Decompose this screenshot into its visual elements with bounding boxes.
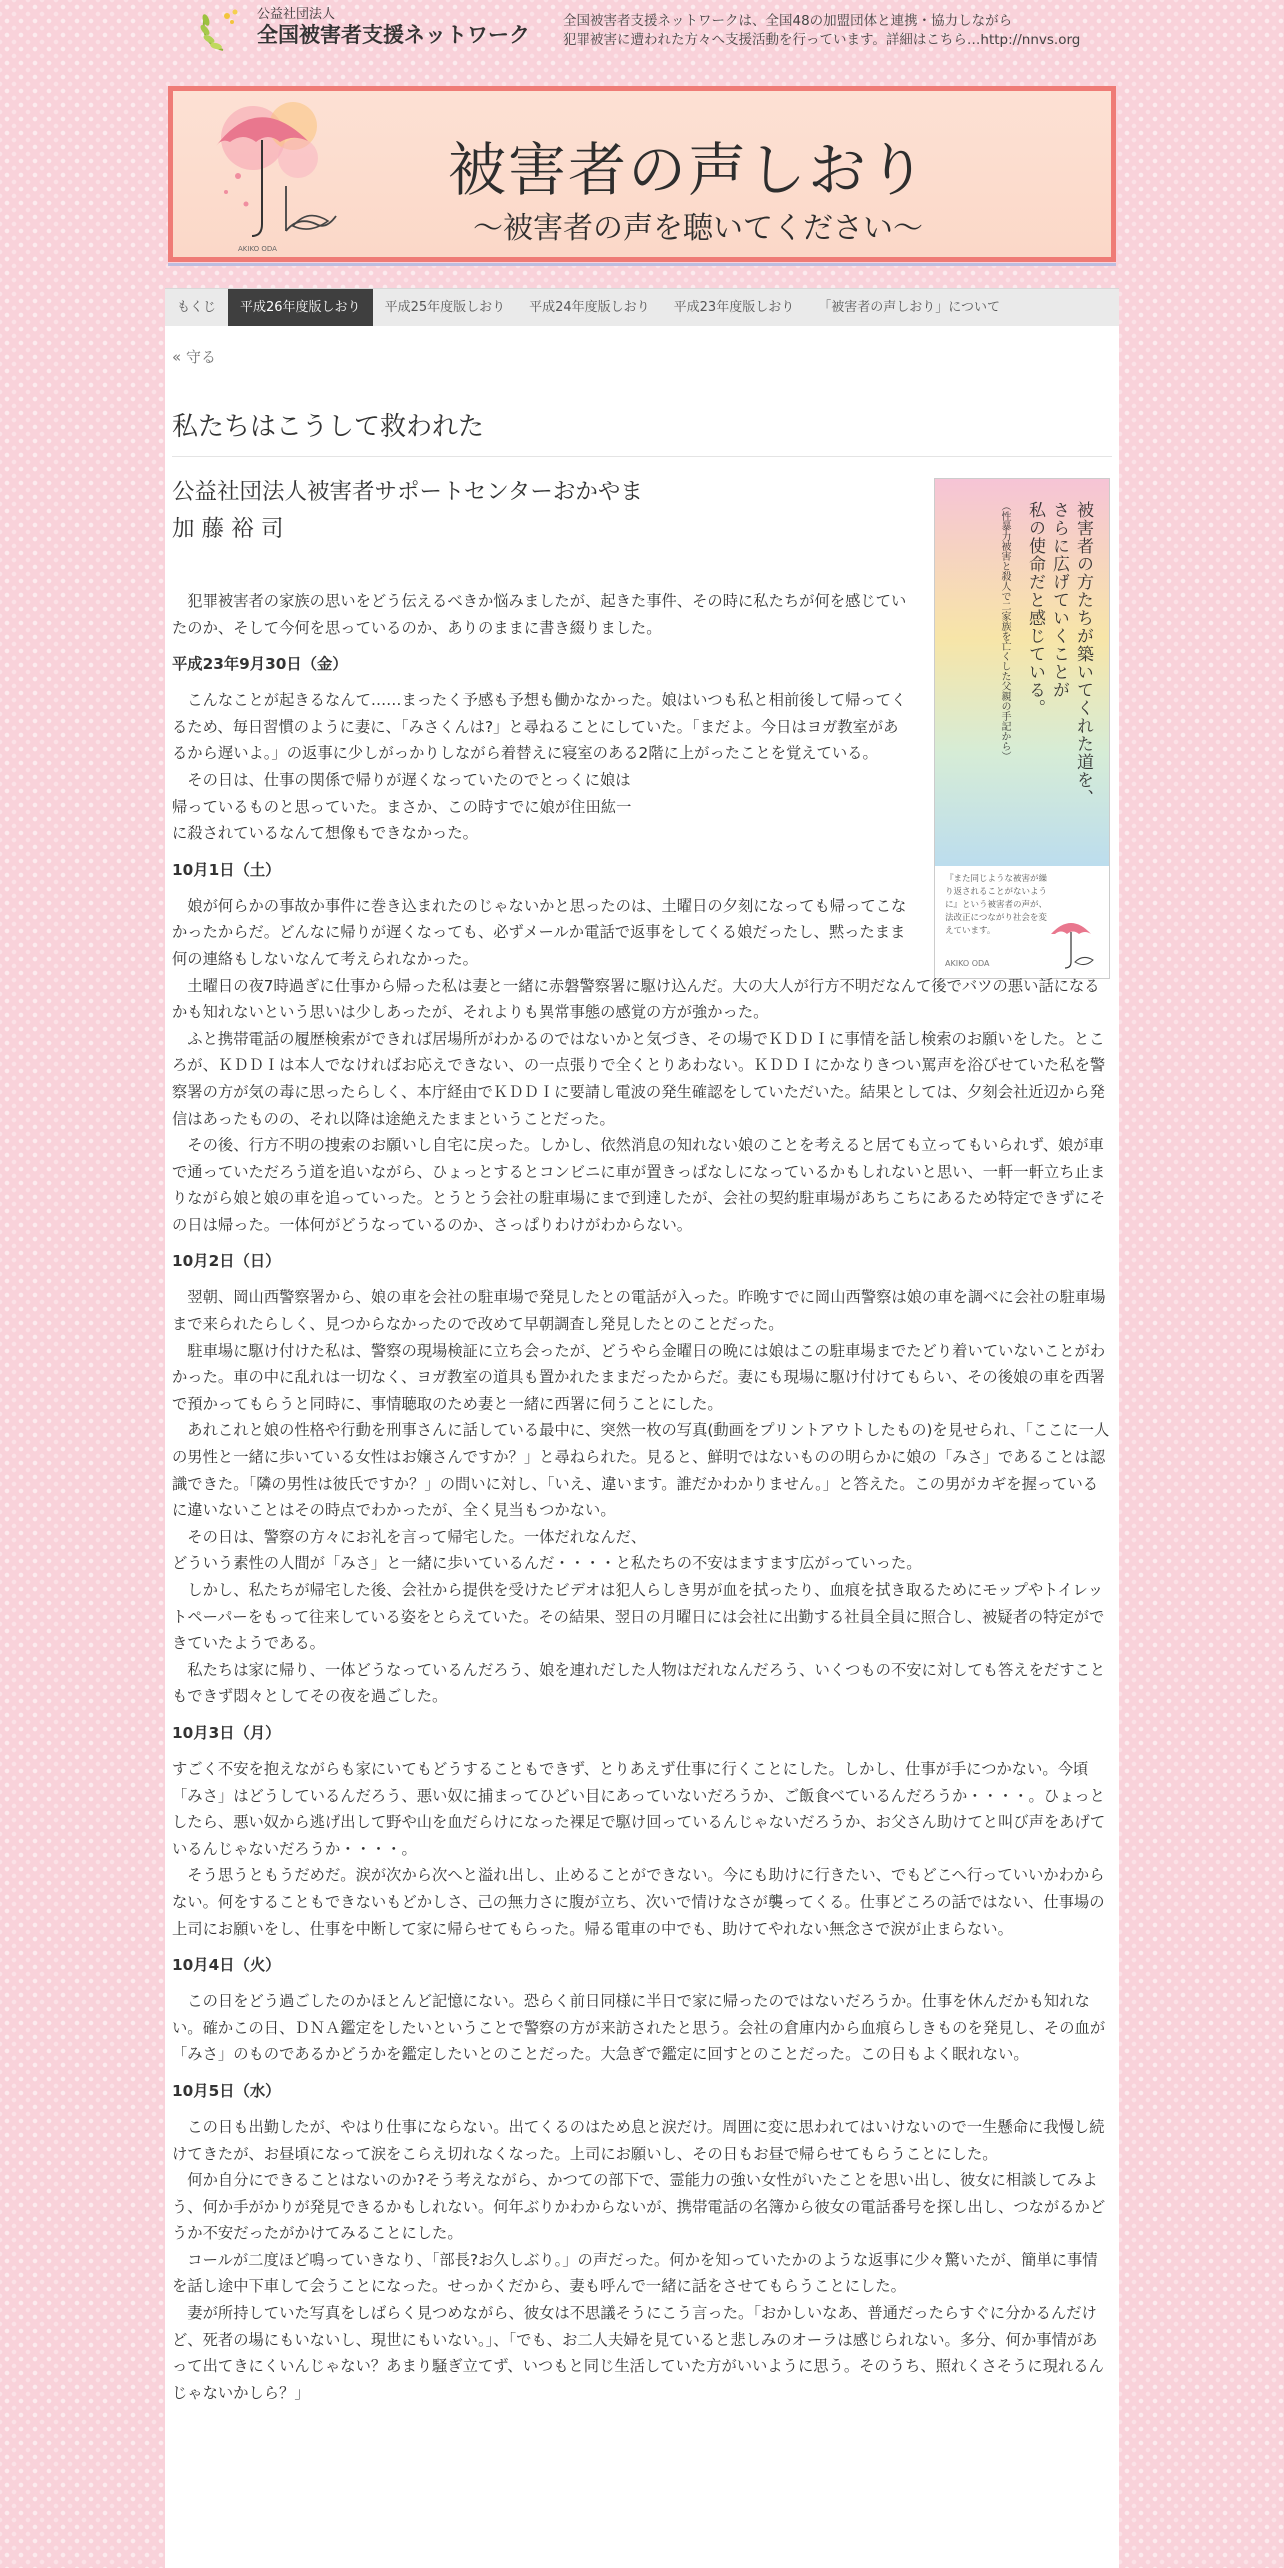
logo-small-text: 公益社団法人 [257, 7, 336, 23]
nav-item-contents[interactable]: もくじ [177, 300, 217, 315]
intro-paragraph: 犯罪被害者の家族の思いをどう伝えるべきか悩みましたが、起きた事件、その時に私たちが何を感じていたのか、そして今何を思っているのか、ありのままに書き綴りました。 [172, 592, 907, 637]
date-heading: 10月2日（日） [172, 1252, 281, 1271]
paragraph: 何か自分にできることはないのか?そう考えながら、かつての部下で、霊能力の強い女性がいたことを思い出し、彼女に相談してみよう、何か手がかりが発見できるかもしれない。何年ぶりかわからないが、携帯電話の名簿から彼女の電話番号を探し出し、つながるかどうか不安だったがかけてみることにした。 [172, 2171, 1106, 2243]
header-info-line1: 全国被害者支援ネットワークは、全国48の加盟団体と連携・協力しながら [563, 13, 1013, 29]
date-heading: 10月1日（土） [172, 860, 281, 879]
banner-art-credit: AKIKO ODA [238, 245, 277, 253]
bookmark-caption: 『また同じような被害が繰り返されることがないように』という被害者の声が、法改正につながり社会を変えています。 [945, 874, 1048, 936]
nav-item-h25[interactable]: 平成25年度版しおり [384, 300, 506, 315]
paragraph: こんなことが起きるなんて……まったく予感も予想も働かなかった。娘はいつも私と相前後して帰ってくるため、毎日習慣のように妻に、「みさくんは?」と尋ねることにしていた。「まだよ。今日はヨガ教室があるから遅いよ。」の返事に少しがっかりしながら着替えに寝室のある2階に上がったことを覚えている。 [172, 691, 907, 763]
banner-subtitle: 〜被害者の声を聴いてください〜 [473, 211, 923, 246]
umbrella-illustration-icon [198, 96, 353, 256]
paragraph: すごく不安を抱えながらも家にいてもどうすることもできず、とりあえず仕事に行くことにした。しかし、仕事が手につかない。今頃「みさ」はどうしているんだろう、悪い奴に捕まってひどい目にあっていないだろうか、ご飯食べているんだろうか・・・・。ひょっとしたら、悪い奴から逃げ出して野や山を血だらけになった裸足で駆け回っているんじゃないだろうか、お父さん助けてと叫び声をあげているんじゃないだろうか・・・・。 [172, 1759, 1106, 1858]
paragraph: しかし、私たちが帰宅した後、会社から提供を受けたビデオは犯人らしき男が血を拭ったり、血痕を拭き取るためにモップやトイレットペーパーをもって往来している姿をとらえていた。その結果、翌日の月曜日には会社に出勤する社員全員に照合し、被疑者の特定ができていたようである。 [172, 1581, 1105, 1653]
paragraph: そう思うともうだめだ。涙が次から次へと溢れ出し、止めることができない。今にも助けに行きたい、でもどこへ行っていいかわからない。何をすることもできないもどかしさ、己の無力さに腹が立ち、次いで情けなさが襲ってくる。仕事どころの話ではない、仕事場の上司にお願いをし、仕事を中断して家に帰らせてもらった。帰る電車の中でも、助けてやれない無念さで涙が止まらない。 [172, 1866, 1105, 1938]
paragraph-line: 帰っているものと思っていた。まさか、この時すでに娘が住田紘一 [172, 797, 632, 816]
paragraph: この日も出勤したが、やはり仕事にならない。出てくるのはため息と涙だけ。周囲に変に思われてはいけないので一生懸命に我慢し続けてきたが、お昼頃になって涙をこらえ切れなくなった。上司にお願いし、その日もお昼で帰らせてもらうことにした。 [172, 2117, 1105, 2163]
paragraph: この日をどう過ごしたのかほとんど記憶にない。恐らく前日同様に半日で家に帰ったのではないだろうか。仕事を休んだかも知れない。確かこの日、ＤＮＡ鑑定をしたいということで警察の方が来訪されたと思う。会社の倉庫内から血痕らしきものを発見し、その血が「みさ」のものであるかどうかを鑑定したいとのことだった。大急ぎで鑑定に回すとのことだった。この日もよく眠れない。 [172, 1992, 1106, 2064]
banner-title: 被害者の声しおり [448, 136, 929, 204]
bookmark-note: （性暴力被害と殺人で二家族を亡くした父親の手記から） [999, 501, 1010, 761]
nav-item-about[interactable]: 「被害者の声しおり」について [818, 300, 1000, 315]
paragraph-line: に殺されているなんて想像もできなかった。 [172, 824, 478, 843]
paragraph: ふと携帯電話の履歴検索ができれば居場所がわかるのではないかと気づき、その場でＫＤＤＩに事情を話し検索のお願いをした。ところが、ＫＤＤＩは本人でなければお応えできない、の一点張りで全くとりあわない。ＫＤＤＩにかなりきつい罵声を浴びせていた私を警察署の方が気の毒に思ったらしく、本庁経由でＫＤＤＩに要請し電波の発生確認をしていただいた。結果としては、夕刻会社近辺から発信はあったものの、それ以降は途絶えたままということだった。 [172, 1029, 1106, 1128]
paragraph: あれこれと娘の性格や行動を刑事さんに話している最中に、突然一枚の写真(動画をプリントアウトしたもの)を見せられ、「ここに一人の男性と一緒に歩いている女性はお嬢さんですか？」と尋ねられた。見ると、鮮明ではないものの明らかに娘の「みさ」であることは認識できた。「隣の男性は彼氏ですか？」の問いに対し、「いえ、違います。誰だかわかりません。」と答えた。この男がカギを握っているに違いないことはその時点でわかったが、全く見当もつかない。 [172, 1421, 1110, 1520]
article-author [172, 474, 643, 548]
paragraph: 娘が何らかの事故か事件に巻き込まれたのじゃないかと思ったのは、土曜日の夕刻になっても帰ってこなかったからだ。どんなに帰りが遅くなっても、必ずメールか電話で返事をしてくる娘だったし、黙ったまま何の連絡もしないなんて考えられなかった。 [172, 896, 907, 968]
author-org: 公益社団法人被害者サポートセンターおかやま [172, 479, 643, 505]
article-body [172, 588, 1112, 2406]
date-heading: 10月4日（火） [172, 1956, 281, 1975]
nav-item-h26[interactable]: 平成26年度版しおり [228, 289, 373, 327]
nav-item-h23[interactable]: 平成23年度版しおり [673, 300, 795, 315]
bookmark-quote-line2: さらに広げていくことが [1049, 501, 1069, 699]
logo-title: 全国被害者支援ネットワーク [257, 23, 530, 48]
date-heading: 平成23年9月30日（金） [172, 655, 348, 674]
nav-item-h24[interactable]: 平成24年度版しおり [529, 300, 650, 315]
paragraph-line: その日は、警察の方々にお礼を言って帰宅した。一体だれなんだ、 [187, 1527, 647, 1546]
bookmark-quote-line3: 私の使命だと感じている。 [1025, 501, 1045, 717]
laurel-logo-icon [197, 2, 249, 54]
date-heading: 10月5日（水） [172, 2081, 281, 2100]
paragraph-line: どういう素性の人間が「みさ」と一緒に歩いているんだ・・・・と私たちの不安はますます広がっていった。 [172, 1554, 922, 1573]
site-header [165, 0, 1119, 78]
paragraph: コールが二度ほど鳴っていきなり、「部長?お久しぶり。」の声だった。何かを知っていたかのような返事に少々驚いたが、簡単に事情を話し途中下車して会うことになった。せっかくだから、妻も呼んで一緒に話をさせてもらうことにした。 [172, 2250, 1098, 2296]
paragraph: 妻が所持していた写真をしばらく見つめながら、彼女は不思議そうにこう言った。「おかしいなあ、普通だったらすぐに分かるんだけど、死者の場にもいないし、現世にもいない。」、「でも、お二人夫婦を見ていると悲しみのオーラは感じられない。多分、何か事情があって出てきにくいんじゃない？あまり騒ぎ立てず、いつもと同じ生活していた方がいいように思う。そのうち、照れくさそうに現れるんじゃないかしら？」 [172, 2304, 1104, 2402]
page [165, 0, 1119, 2402]
article [165, 326, 1119, 2568]
bookmark-brand: AKIKO ODA [945, 959, 990, 968]
prev-post-link[interactable]: « 守る [172, 348, 216, 366]
main-nav [165, 288, 1119, 327]
paragraph: 翌朝、岡山西警察署から、娘の車を会社の駐車場で発見したとの電話が入った。昨晩すでに岡山西警察は娘の車を調べに会社の駐車場まで来られたらしく、見つからなかったので改めて早朝調査し発見したとのことだった。 [172, 1288, 1106, 1334]
site-banner[interactable] [168, 86, 1116, 262]
paragraph-line: その日は、仕事の関係で帰りが遅くなっていたのでとっくに娘は [187, 770, 631, 789]
paragraph: 土曜日の夜7時過ぎに仕事から帰った私は妻と一緒に赤磐警察署に駆け込んだ。大の大人が行方不明だなんて後でバツの悪い話になるかも知れないという思いは少しあったが、それよりも異常事態の感覚の方が強かった。 [172, 976, 1100, 1022]
article-title: 私たちはこうして救われた [172, 412, 485, 442]
paragraph: 駐車場に駆け付けた私は、警察の現場検証に立ち会ったが、どうやら金曜日の晩には娘はこの駐車場までたどり着いていないことがわかった。車の中に乱れは一切なく、ヨガ教室の道具も置かれたままだったからだ。妻にも現場に駆け付けてもらい、その後娘の車を西署で預かってもらうと同時に、事情聴取のため妻と一緒に西署に伺うことにした。 [172, 1341, 1106, 1413]
header-info [563, 12, 1080, 50]
bookmark-quote-line1: 被害者の方たちが築いてくれた道を、 [1073, 501, 1093, 807]
title-divider [172, 456, 1112, 457]
site-logo[interactable] [197, 2, 530, 54]
paragraph: その後、行方不明の捜索のお願いし自宅に戻った。しかし、依然消息の知れない娘のことを考えると居ても立ってもいられず、娘が車で通っていただろう道を追いながら、ひょっとするとコンビニに車が置きっぱなしになっているかもしれないと思い、一軒一軒立ち止まりながら娘と娘の車を追っていった。とうとう会社の駐車場にまで到達したが、会社の契約駐車場があちこちにあるため特定できずにその日は帰った。一体何がどうなっているのか、さっぱりわけがわからない。 [172, 1136, 1106, 1234]
paragraph: 私たちは家に帰り、一体どうなっているんだろう、娘を連れだした人物はだれなんだろう、いくつもの不安に対しても答えをだすこともできず悶々としてその夜を過ごした。 [172, 1660, 1106, 1706]
header-info-line2[interactable]: 犯罪被害に遭われた方々へ支援活動を行っています。詳細はこちら…http://nnvs.org [563, 32, 1081, 48]
date-heading: 10月3日（月） [172, 1723, 281, 1742]
author-name: 加 藤 裕 司 [172, 516, 284, 542]
